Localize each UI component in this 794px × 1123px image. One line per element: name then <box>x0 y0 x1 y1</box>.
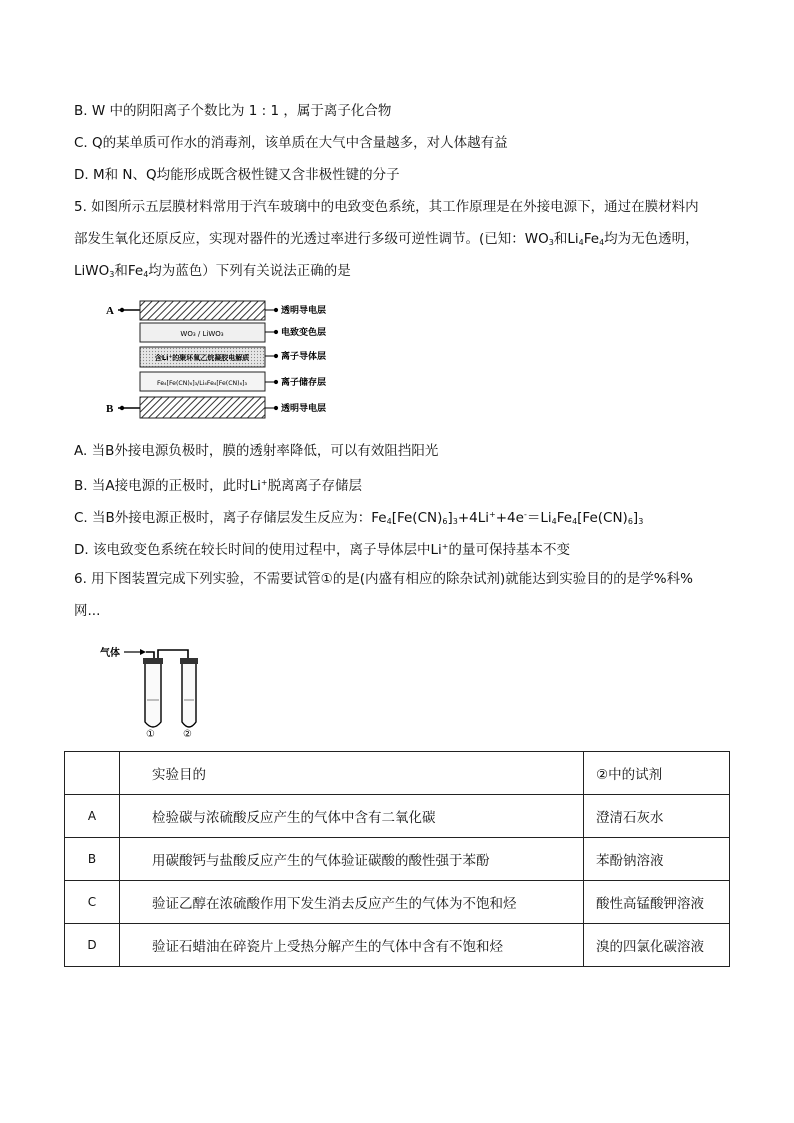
gas-label: 气体 <box>100 648 120 659</box>
row-purpose: 检验碳与浓硫酸反应产生的气体中含有二氧化碳 <box>120 795 584 838</box>
q5-stem-line3: LiWO$_3$和$Fe_4$均为蓝色）下列有关说法正确的是 <box>74 263 351 279</box>
q6-stem-line2: 网... <box>74 603 101 619</box>
svg-text:Fe₄[Fe(CN)₆]₃/Li₄Fe₄[Fe(CN)₆]₃: Fe₄[Fe(CN)₆]₃/Li₄Fe₄[Fe(CN)₆]₃ <box>157 380 247 387</box>
q5-option-a: A. 当B外接电源负极时，膜的透射率降低，可以有效阻挡阳光 <box>74 443 439 459</box>
experiment-table <box>64 751 730 967</box>
terminal-a-label: A <box>106 305 114 317</box>
option-c: C. Q的某单质可作水的消毒剂，该单质在大气中含量越多，对人体越有益 <box>74 135 508 151</box>
row-label: D <box>65 924 120 967</box>
q5-option-d: D. 该电致变色系统在较长时间的使用过程中，离子导体层中Li+的量可保持基本不变 <box>74 542 570 558</box>
option-b: B. W 中的阴阳离子个数比为 1 : 1 ，属于离子化合物 <box>74 103 392 119</box>
row-label: B <box>65 838 120 881</box>
table-row <box>65 924 730 967</box>
row-reagent: 溴的四氯化碳溶液 <box>584 924 730 967</box>
svg-text:离子储存层: 离子储存层 <box>281 378 327 388</box>
layer-bottom-conductive <box>140 397 265 418</box>
table-row <box>65 881 730 924</box>
terminal-b-label: B <box>106 403 114 415</box>
table-row <box>65 795 730 838</box>
q5-stem-line2: 部发生氧化还原反应，实现对器件的光透过率进行多级可逆性调节。(已知：$WO_3$和$Li_4Fe_4$均为无色透明， <box>74 231 699 247</box>
table-header-row <box>65 752 730 795</box>
q5-stem-line1: 5. 如图所示五层膜材料常用于汽车玻璃中的电致变色系统，其工作原理是在外接电源下，通过在膜材料内 <box>74 199 699 215</box>
svg-text:WO₃ / LiWO₃: WO₃ / LiWO₃ <box>180 330 224 338</box>
svg-text:透明导电层: 透明导电层 <box>281 306 327 316</box>
option-d: D. M和 N、Q均能形成既含极性键又含非极性键的分子 <box>74 167 400 183</box>
table-row <box>65 838 730 881</box>
row-reagent: 苯酚钠溶液 <box>584 838 730 881</box>
table-header-cell: ②中的试剂 <box>584 752 730 795</box>
svg-text:电致变色层: 电致变色层 <box>281 328 327 338</box>
row-purpose: 验证石蜡油在碎瓷片上受热分解产生的气体中含有不饱和烃 <box>120 924 584 967</box>
q5-option-c: C. 当B外接电源正极时，离子存储层发生反应为：$Fe_4[Fe(CN)_6]_3+4Li^++4e^-=Li_4Fe_4[Fe(CN)_6]_3$ <box>74 510 644 526</box>
table-header-cell: 实验目的 <box>120 752 584 795</box>
tube-2-label: ② <box>183 729 192 740</box>
tube-1-label: ① <box>146 729 155 740</box>
svg-text:离子导体层: 离子导体层 <box>281 352 327 362</box>
row-reagent: 酸性高锰酸钾溶液 <box>584 881 730 924</box>
q6-apparatus-diagram <box>100 642 220 740</box>
table-header-cell <box>65 752 120 795</box>
row-reagent: 澄清石灰水 <box>584 795 730 838</box>
layer-top-conductive <box>140 301 265 320</box>
svg-text:含Li⁺的聚环氧乙烷凝胶电解质: 含Li⁺的聚环氧乙烷凝胶电解质 <box>154 354 250 362</box>
q5-layer-diagram <box>100 296 340 424</box>
row-label: C <box>65 881 120 924</box>
q5-option-b: B. 当A接电源的正极时，此时Li+脱离离子存储层 <box>74 478 363 494</box>
row-purpose: 验证乙醇在浓硫酸作用下发生消去反应产生的气体为不饱和烃 <box>120 881 584 924</box>
svg-text:透明导电层: 透明导电层 <box>281 404 327 414</box>
q6-stem-line1: 6. 用下图装置完成下列实验，不需要试管①的是(内盛有相应的除杂试剂)就能达到实验目的的是学%科% <box>74 571 693 587</box>
row-purpose: 用碳酸钙与盐酸反应产生的气体验证碳酸的酸性强于苯酚 <box>120 838 584 881</box>
row-label: A <box>65 795 120 838</box>
